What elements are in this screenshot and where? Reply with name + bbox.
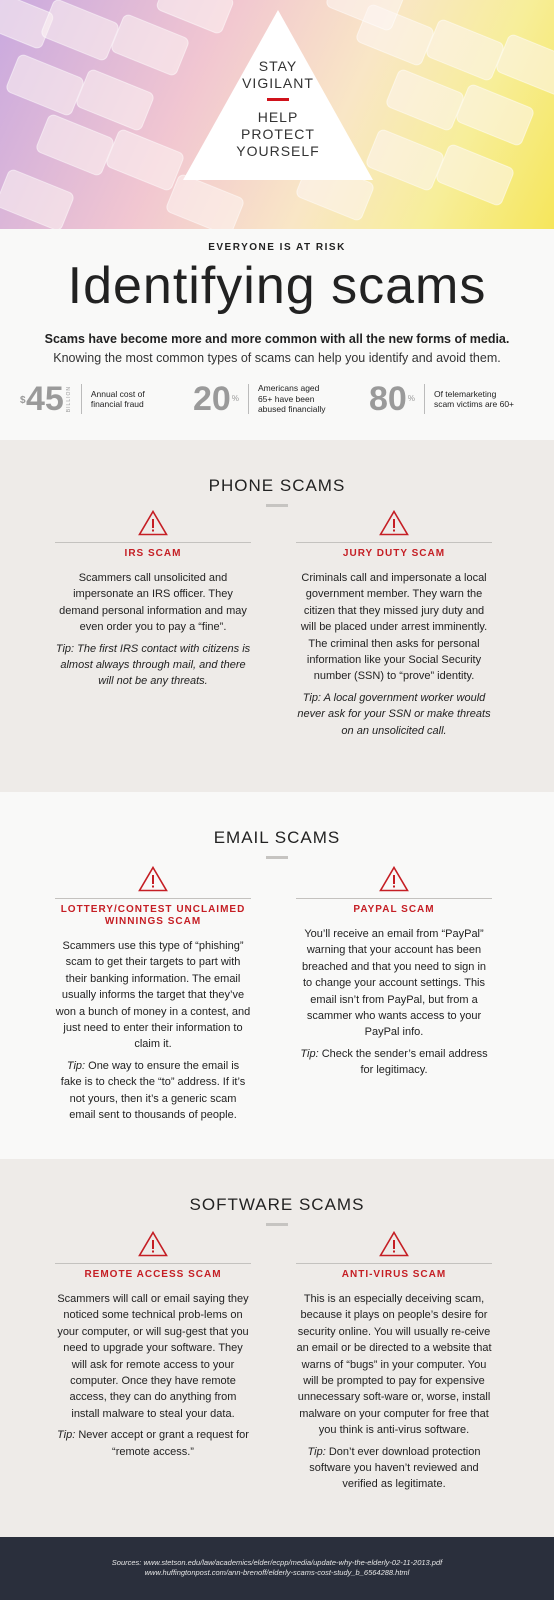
section-title: PHONE SCAMS [208,476,346,495]
tip-text: One way to ensure the email is fake is to check the “to” address. If it’s not yours, then it’s a generic scam email sent to thousands of people. [60,1059,246,1122]
hero-slogan [203,58,353,160]
scam-description: Scammers use this type of “phishing” scam to get their targets to part with their banking information. The email usually informs the target that they’ve won a bunch of money in a contest, and just need to enter their information to claim it. [55,940,251,1051]
hero-line: STAY [258,58,298,74]
stat-label-line: Of telemarketing [433,388,497,399]
scam-card [296,1231,492,1493]
scam-description: You’ll receive an email from “PayPal” warning that your account has been breached and that you need to sign in to change your account settings. This email isn’t from PayPal, but from a scammer who wants access to your PayPal info. [301,928,487,1039]
software-scams-section [0,1159,554,1537]
lead-text: Knowing the most common types of scams can help you identify and avoid them. [53,351,501,365]
stat-divider [248,384,249,414]
stat-label [258,383,326,415]
source-link[interactable]: Sources: www.stetson.edu/law/academics/elder/ecpp/media/update-why-the-elderly-02-11-2013.pdf [111,1558,443,1567]
lead-bold: Scams have become more and more common with all the new forms of media. [44,332,510,346]
scam-heading: IRS SCAM [124,548,182,559]
stat-prefix: $ [20,395,26,406]
scam-tip [296,1444,492,1493]
card-divider [55,542,251,543]
stat-label [434,389,514,410]
kicker: EVERYONE IS AT RISK [208,242,346,253]
tip-label: Tip: [66,1059,86,1072]
hero-banner [0,0,554,229]
scam-description: Scammers call unsolicited and impersonate an IRS officer. They demand personal information and may even order you to pay a “fine”. [59,572,247,634]
scam-card [55,510,251,690]
hero-line: YOURSELF [236,143,320,159]
scam-heading: LOTTERY/CONTEST UNCLAIMED WINNINGS SCAM [60,904,246,927]
tip-text: Don’t ever download protection software you haven’t reviewed and verified as legitimate. [309,1445,481,1491]
stat-suffix: % [407,394,415,403]
section-divider [266,856,288,859]
warning-icon [379,510,409,536]
tip-label: Tip: [57,1429,76,1442]
stat-item [193,381,326,417]
stat-value: 80 [369,380,407,418]
sources-footer [0,1537,554,1600]
stat-item [369,381,514,417]
stat-value: 45 [26,380,64,418]
card-divider [296,1263,492,1264]
stat-number [193,382,239,416]
card-divider [296,542,492,543]
scam-tip: Tip: The first IRS contact with citizens is almost always through mail, and there will not be any threats. [55,642,251,688]
hero-line: PROTECT [241,126,315,142]
stat-label-line: Annual cost of [90,388,145,399]
scam-description: Criminals call and impersonate a local government member. They warn the citizen that they missed jury duty and will be placed under arrest imminently. The criminal then asks for personal information like your Social Security number (SSN) to “prove” identity. [300,572,488,683]
stat-label-line: Americans aged [257,383,320,394]
warning-icon [379,1231,409,1257]
hero-line: HELP [257,109,299,125]
stat-label-line: 65+ have been [257,393,315,404]
tip-text: Check the sender’s email address for legitimacy. [318,1047,488,1077]
scam-description: This is an especially deceiving scam, because it plays on people’s desire for security online. You will usually re-ceive an email or be directed to a website that warns of “bugs” in your computer. You will be prompted to pay for expensive unnecessary soft-ware or, worse, install malware on your computer for free that you think is anti-virus software. [296,1293,492,1437]
scam-heading: ANTI-VIRUS SCAM [341,1269,447,1280]
scam-heading: JURY DUTY SCAM [342,548,446,559]
section-divider [266,504,288,507]
page-title: Identifying scams [67,257,487,315]
scam-description: Scammers will call or email saying they noticed some technical prob-lems on your computer, or will sug-gest that you need to upgrade your software. They will ask for remote access to your computer. Once they have remote access, they can do anything from install malware to steal your data. [57,1293,249,1420]
scam-tip: Tip: A local government worker would never ask for your SSN or make threats on an unsolicited call. [297,691,491,737]
phone-scams-section [0,440,554,792]
card-divider [55,1263,251,1264]
card-divider [296,898,492,899]
stat-label-line: scam victims are 60+ [433,399,515,409]
stat-suffix: % [231,394,239,403]
hero-line: VIGILANT [242,75,314,91]
scam-card [55,1231,251,1460]
scam-card [55,866,251,1123]
sources-text [0,1558,554,1577]
section-title: SOFTWARE SCAMS [189,1195,365,1214]
stat-number [369,382,415,416]
scam-card [296,866,492,1079]
stat-divider [424,384,425,414]
scam-tip [55,1427,251,1460]
scam-tip [55,1058,251,1124]
warning-icon [138,866,168,892]
stat-divider [81,384,82,414]
stat-number [20,380,64,418]
warning-icon [138,1231,168,1257]
scam-heading: PAYPAL SCAM [353,904,435,915]
scam-card [296,510,492,739]
tip-label: Tip: [307,1445,326,1458]
hero-divider [267,98,289,101]
stat-value: 20 [193,380,231,418]
section-divider [266,1223,288,1226]
tip-label: Tip: [300,1047,319,1060]
stat-label-line: financial fraud [90,399,144,409]
warning-icon [379,866,409,892]
scam-heading: REMOTE ACCESS SCAM [84,1269,222,1280]
card-divider [55,898,251,899]
warning-icon [138,510,168,536]
tip-text: Never accept or grant a request for “remote access.” [75,1429,249,1458]
email-scams-section [0,792,554,1159]
stat-label-line: abused financially [257,404,326,415]
scam-tip [296,1046,492,1079]
section-title: EMAIL SCAMS [213,828,341,847]
intro-section [0,229,554,440]
stat-label [91,389,145,410]
stat-unit: BILLION [65,385,72,413]
stat-item [20,380,145,418]
source-link[interactable]: www.huffingtonpost.com/ann-brenoff/elderly-scams-cost-study_b_6564288.html [144,1567,410,1577]
